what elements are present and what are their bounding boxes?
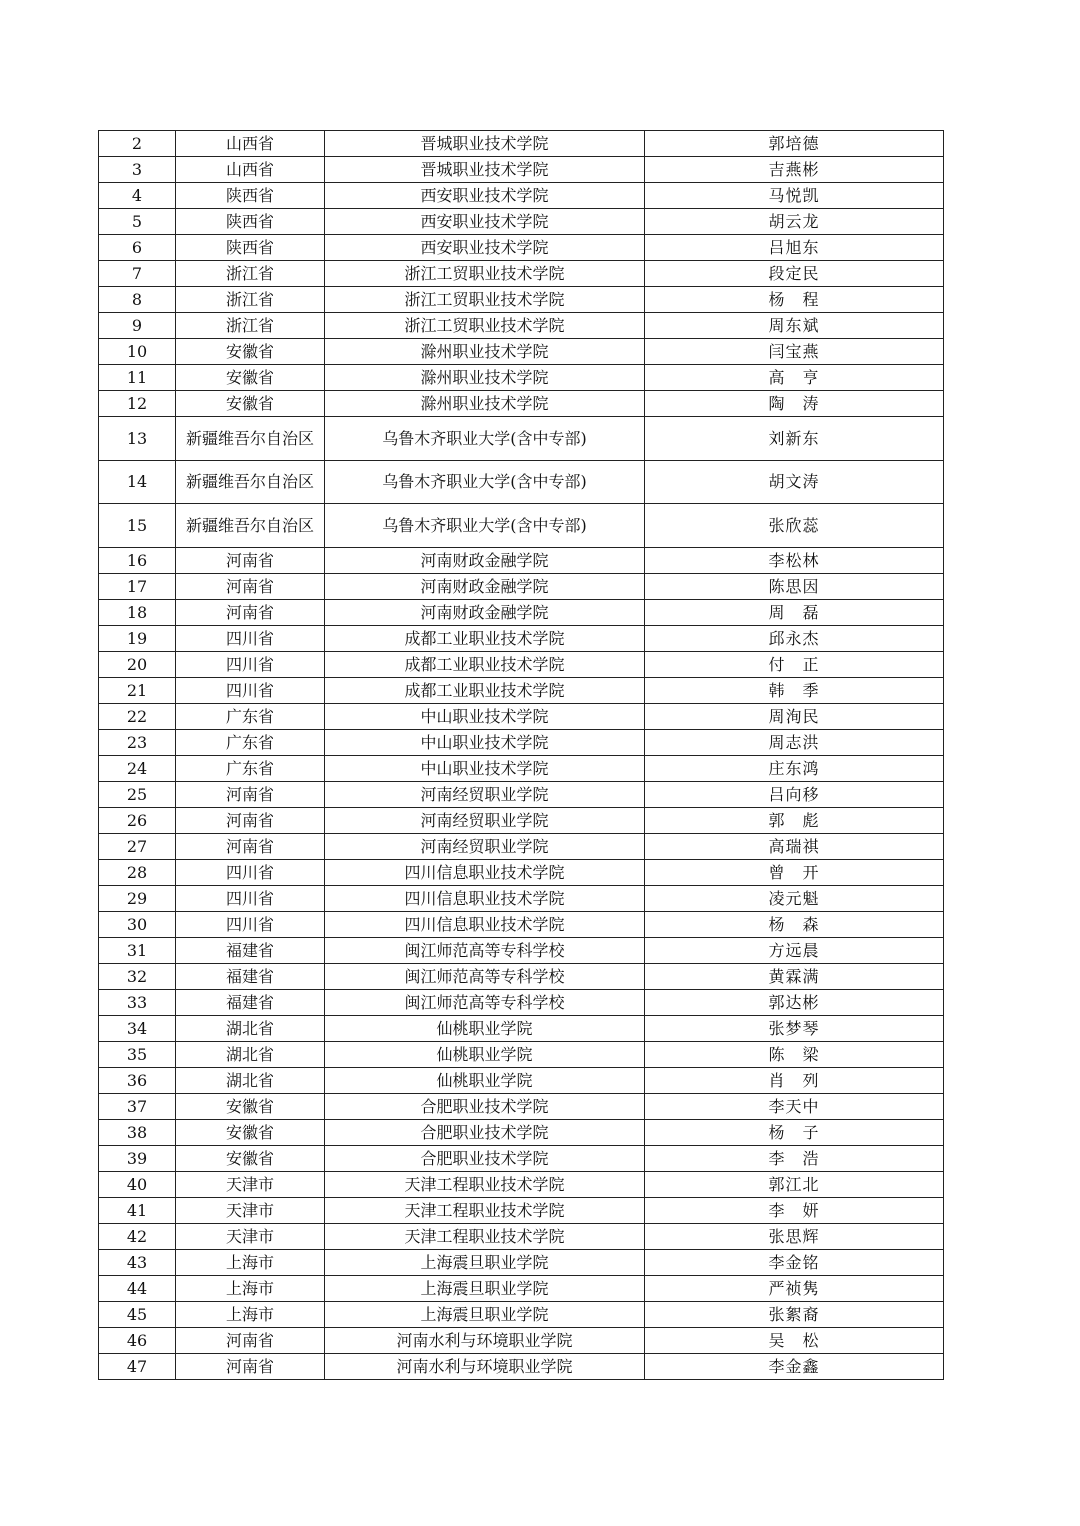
- table-row: [99, 651, 944, 677]
- province-cell: 河南省: [176, 547, 325, 573]
- province-cell: 浙江省: [176, 313, 325, 339]
- table-row: [99, 460, 944, 504]
- person-name-cell: 吉燕彬: [645, 157, 944, 183]
- school-cell: 西安职业技术学院: [325, 183, 645, 209]
- school-cell: 河南财政金融学院: [325, 547, 645, 573]
- row-number-cell: 9: [99, 313, 176, 339]
- school-cell: 中山职业技术学院: [325, 703, 645, 729]
- table-row: [99, 625, 944, 651]
- province-cell: 四川省: [176, 677, 325, 703]
- table-row: [99, 1067, 944, 1093]
- province-cell: 河南省: [176, 807, 325, 833]
- table-row: [99, 1041, 944, 1067]
- row-number-cell: 8: [99, 287, 176, 313]
- row-number-cell: 14: [99, 460, 176, 504]
- person-name-cell: 胡文涛: [645, 460, 944, 504]
- school-cell: 天津工程职业技术学院: [325, 1223, 645, 1249]
- school-cell: 河南经贸职业学院: [325, 833, 645, 859]
- person-name-cell: 杨 子: [645, 1119, 944, 1145]
- province-cell: 上海市: [176, 1249, 325, 1275]
- school-cell: 乌鲁木齐职业大学(含中专部): [325, 504, 645, 548]
- province-cell: 河南省: [176, 599, 325, 625]
- province-cell: 陕西省: [176, 235, 325, 261]
- row-number-cell: 3: [99, 157, 176, 183]
- row-number-cell: 4: [99, 183, 176, 209]
- row-number-cell: 24: [99, 755, 176, 781]
- province-cell: 新疆维吾尔自治区: [176, 417, 325, 461]
- person-name-cell: 高 亨: [645, 365, 944, 391]
- row-number-cell: 38: [99, 1119, 176, 1145]
- province-cell: 湖北省: [176, 1067, 325, 1093]
- province-cell: 福建省: [176, 963, 325, 989]
- row-number-cell: 28: [99, 859, 176, 885]
- row-number-cell: 27: [99, 833, 176, 859]
- school-cell: 河南经贸职业学院: [325, 781, 645, 807]
- province-cell: 天津市: [176, 1171, 325, 1197]
- row-number-cell: 45: [99, 1301, 176, 1327]
- table-row: [99, 573, 944, 599]
- person-name-cell: 李松林: [645, 547, 944, 573]
- province-cell: 广东省: [176, 729, 325, 755]
- province-cell: 浙江省: [176, 287, 325, 313]
- row-number-cell: 37: [99, 1093, 176, 1119]
- school-cell: 闽江师范高等专科学校: [325, 963, 645, 989]
- row-number-cell: 10: [99, 339, 176, 365]
- person-name-cell: 张思辉: [645, 1223, 944, 1249]
- school-cell: 上海震旦职业学院: [325, 1249, 645, 1275]
- province-cell: 天津市: [176, 1223, 325, 1249]
- row-number-cell: 30: [99, 911, 176, 937]
- school-cell: 中山职业技术学院: [325, 729, 645, 755]
- table-row: [99, 911, 944, 937]
- row-number-cell: 18: [99, 599, 176, 625]
- person-name-cell: 李 浩: [645, 1145, 944, 1171]
- person-name-cell: 吕向移: [645, 781, 944, 807]
- school-cell: 河南财政金融学院: [325, 599, 645, 625]
- person-name-cell: 付 正: [645, 651, 944, 677]
- school-cell: 乌鲁木齐职业大学(含中专部): [325, 460, 645, 504]
- province-cell: 湖北省: [176, 1015, 325, 1041]
- province-cell: 四川省: [176, 885, 325, 911]
- table-row: [99, 417, 944, 461]
- table-row: [99, 287, 944, 313]
- table-row: [99, 1119, 944, 1145]
- table-row: [99, 261, 944, 287]
- province-cell: 四川省: [176, 859, 325, 885]
- table-row: [99, 703, 944, 729]
- province-cell: 四川省: [176, 625, 325, 651]
- school-cell: 滁州职业技术学院: [325, 391, 645, 417]
- table-row: [99, 157, 944, 183]
- school-cell: 天津工程职业技术学院: [325, 1171, 645, 1197]
- school-cell: 乌鲁木齐职业大学(含中专部): [325, 417, 645, 461]
- province-cell: 湖北省: [176, 1041, 325, 1067]
- province-cell: 安徽省: [176, 1145, 325, 1171]
- table-row: [99, 1327, 944, 1353]
- school-cell: 闽江师范高等专科学校: [325, 937, 645, 963]
- row-number-cell: 20: [99, 651, 176, 677]
- table-row: [99, 1275, 944, 1301]
- province-cell: 陕西省: [176, 183, 325, 209]
- school-cell: 晋城职业技术学院: [325, 157, 645, 183]
- person-name-cell: 李金铭: [645, 1249, 944, 1275]
- table-row: [99, 313, 944, 339]
- province-cell: 河南省: [176, 833, 325, 859]
- school-cell: 浙江工贸职业技术学院: [325, 287, 645, 313]
- person-name-cell: 段定民: [645, 261, 944, 287]
- table-row: [99, 885, 944, 911]
- school-cell: 河南水利与环境职业学院: [325, 1327, 645, 1353]
- person-name-cell: 李 妍: [645, 1197, 944, 1223]
- table-row: [99, 833, 944, 859]
- table-row: [99, 1353, 944, 1379]
- table-row: [99, 1093, 944, 1119]
- school-cell: 仙桃职业学院: [325, 1015, 645, 1041]
- person-name-cell: 杨 程: [645, 287, 944, 313]
- row-number-cell: 25: [99, 781, 176, 807]
- row-number-cell: 13: [99, 417, 176, 461]
- table-row: [99, 131, 944, 157]
- row-number-cell: 33: [99, 989, 176, 1015]
- person-name-cell: 闫宝燕: [645, 339, 944, 365]
- province-cell: 广东省: [176, 703, 325, 729]
- row-number-cell: 29: [99, 885, 176, 911]
- row-number-cell: 5: [99, 209, 176, 235]
- province-cell: 广东省: [176, 755, 325, 781]
- province-cell: 河南省: [176, 1327, 325, 1353]
- row-number-cell: 43: [99, 1249, 176, 1275]
- school-cell: 合肥职业技术学院: [325, 1093, 645, 1119]
- school-cell: 闽江师范高等专科学校: [325, 989, 645, 1015]
- row-number-cell: 34: [99, 1015, 176, 1041]
- row-number-cell: 32: [99, 963, 176, 989]
- person-name-cell: 吴 松: [645, 1327, 944, 1353]
- person-name-cell: 韩 季: [645, 677, 944, 703]
- table-row: [99, 339, 944, 365]
- roster-table: [98, 130, 944, 1380]
- table-row: [99, 235, 944, 261]
- person-name-cell: 凌元魁: [645, 885, 944, 911]
- row-number-cell: 2: [99, 131, 176, 157]
- row-number-cell: 26: [99, 807, 176, 833]
- person-name-cell: 周东斌: [645, 313, 944, 339]
- table-row: [99, 755, 944, 781]
- row-number-cell: 46: [99, 1327, 176, 1353]
- person-name-cell: 张梦琴: [645, 1015, 944, 1041]
- person-name-cell: 方远晨: [645, 937, 944, 963]
- province-cell: 安徽省: [176, 365, 325, 391]
- person-name-cell: 陈思因: [645, 573, 944, 599]
- row-number-cell: 44: [99, 1275, 176, 1301]
- table-row: [99, 781, 944, 807]
- school-cell: 河南财政金融学院: [325, 573, 645, 599]
- province-cell: 河南省: [176, 1353, 325, 1379]
- school-cell: 河南经贸职业学院: [325, 807, 645, 833]
- province-cell: 安徽省: [176, 1093, 325, 1119]
- school-cell: 四川信息职业技术学院: [325, 885, 645, 911]
- roster-body: [99, 131, 944, 1380]
- table-row: [99, 963, 944, 989]
- province-cell: 福建省: [176, 989, 325, 1015]
- school-cell: 四川信息职业技术学院: [325, 859, 645, 885]
- table-row: [99, 599, 944, 625]
- table-row: [99, 807, 944, 833]
- school-cell: 浙江工贸职业技术学院: [325, 261, 645, 287]
- table-row: [99, 391, 944, 417]
- school-cell: 西安职业技术学院: [325, 235, 645, 261]
- person-name-cell: 周 磊: [645, 599, 944, 625]
- row-number-cell: 23: [99, 729, 176, 755]
- province-cell: 山西省: [176, 131, 325, 157]
- school-cell: 天津工程职业技术学院: [325, 1197, 645, 1223]
- school-cell: 西安职业技术学院: [325, 209, 645, 235]
- person-name-cell: 庄东鸿: [645, 755, 944, 781]
- province-cell: 新疆维吾尔自治区: [176, 504, 325, 548]
- table-row: [99, 1171, 944, 1197]
- table-row: [99, 937, 944, 963]
- province-cell: 上海市: [176, 1275, 325, 1301]
- school-cell: 仙桃职业学院: [325, 1067, 645, 1093]
- row-number-cell: 41: [99, 1197, 176, 1223]
- row-number-cell: 6: [99, 235, 176, 261]
- table-row: [99, 859, 944, 885]
- row-number-cell: 31: [99, 937, 176, 963]
- table-row: [99, 1223, 944, 1249]
- table-row: [99, 183, 944, 209]
- school-cell: 仙桃职业学院: [325, 1041, 645, 1067]
- row-number-cell: 12: [99, 391, 176, 417]
- province-cell: 河南省: [176, 573, 325, 599]
- person-name-cell: 杨 森: [645, 911, 944, 937]
- school-cell: 中山职业技术学院: [325, 755, 645, 781]
- row-number-cell: 7: [99, 261, 176, 287]
- person-name-cell: 周洵民: [645, 703, 944, 729]
- person-name-cell: 严祯隽: [645, 1275, 944, 1301]
- table-row: [99, 989, 944, 1015]
- province-cell: 四川省: [176, 911, 325, 937]
- school-cell: 滁州职业技术学院: [325, 339, 645, 365]
- school-cell: 成都工业职业技术学院: [325, 677, 645, 703]
- person-name-cell: 黄霖满: [645, 963, 944, 989]
- school-cell: 合肥职业技术学院: [325, 1145, 645, 1171]
- province-cell: 天津市: [176, 1197, 325, 1223]
- province-cell: 福建省: [176, 937, 325, 963]
- person-name-cell: 肖 列: [645, 1067, 944, 1093]
- person-name-cell: 张欣蕊: [645, 504, 944, 548]
- school-cell: 滁州职业技术学院: [325, 365, 645, 391]
- row-number-cell: 21: [99, 677, 176, 703]
- table-row: [99, 1197, 944, 1223]
- school-cell: 上海震旦职业学院: [325, 1301, 645, 1327]
- table-row: [99, 504, 944, 548]
- table-row: [99, 1145, 944, 1171]
- person-name-cell: 周志洪: [645, 729, 944, 755]
- person-name-cell: 胡云龙: [645, 209, 944, 235]
- row-number-cell: 19: [99, 625, 176, 651]
- table-row: [99, 1249, 944, 1275]
- table-row: [99, 1015, 944, 1041]
- province-cell: 四川省: [176, 651, 325, 677]
- person-name-cell: 郭 彪: [645, 807, 944, 833]
- person-name-cell: 高瑞祺: [645, 833, 944, 859]
- person-name-cell: 邱永杰: [645, 625, 944, 651]
- table-row: [99, 1301, 944, 1327]
- province-cell: 上海市: [176, 1301, 325, 1327]
- province-cell: 陕西省: [176, 209, 325, 235]
- table-row: [99, 547, 944, 573]
- person-name-cell: 郭达彬: [645, 989, 944, 1015]
- province-cell: 安徽省: [176, 391, 325, 417]
- province-cell: 安徽省: [176, 1119, 325, 1145]
- school-cell: 合肥职业技术学院: [325, 1119, 645, 1145]
- table-row: [99, 729, 944, 755]
- province-cell: 新疆维吾尔自治区: [176, 460, 325, 504]
- school-cell: 浙江工贸职业技术学院: [325, 313, 645, 339]
- row-number-cell: 39: [99, 1145, 176, 1171]
- school-cell: 成都工业职业技术学院: [325, 625, 645, 651]
- row-number-cell: 15: [99, 504, 176, 548]
- person-name-cell: 刘新东: [645, 417, 944, 461]
- province-cell: 浙江省: [176, 261, 325, 287]
- person-name-cell: 陈 梁: [645, 1041, 944, 1067]
- table-row: [99, 365, 944, 391]
- row-number-cell: 16: [99, 547, 176, 573]
- row-number-cell: 36: [99, 1067, 176, 1093]
- row-number-cell: 47: [99, 1353, 176, 1379]
- province-cell: 安徽省: [176, 339, 325, 365]
- row-number-cell: 22: [99, 703, 176, 729]
- row-number-cell: 35: [99, 1041, 176, 1067]
- table-row: [99, 209, 944, 235]
- person-name-cell: 马悦凯: [645, 183, 944, 209]
- row-number-cell: 42: [99, 1223, 176, 1249]
- person-name-cell: 张絮裔: [645, 1301, 944, 1327]
- row-number-cell: 11: [99, 365, 176, 391]
- school-cell: 成都工业职业技术学院: [325, 651, 645, 677]
- school-cell: 上海震旦职业学院: [325, 1275, 645, 1301]
- person-name-cell: 李天中: [645, 1093, 944, 1119]
- province-cell: 山西省: [176, 157, 325, 183]
- school-cell: 晋城职业技术学院: [325, 131, 645, 157]
- person-name-cell: 吕旭东: [645, 235, 944, 261]
- school-cell: 四川信息职业技术学院: [325, 911, 645, 937]
- row-number-cell: 17: [99, 573, 176, 599]
- person-name-cell: 陶 涛: [645, 391, 944, 417]
- row-number-cell: 40: [99, 1171, 176, 1197]
- person-name-cell: 曾 开: [645, 859, 944, 885]
- person-name-cell: 李金鑫: [645, 1353, 944, 1379]
- province-cell: 河南省: [176, 781, 325, 807]
- school-cell: 河南水利与环境职业学院: [325, 1353, 645, 1379]
- table-row: [99, 677, 944, 703]
- person-name-cell: 郭江北: [645, 1171, 944, 1197]
- person-name-cell: 郭培德: [645, 131, 944, 157]
